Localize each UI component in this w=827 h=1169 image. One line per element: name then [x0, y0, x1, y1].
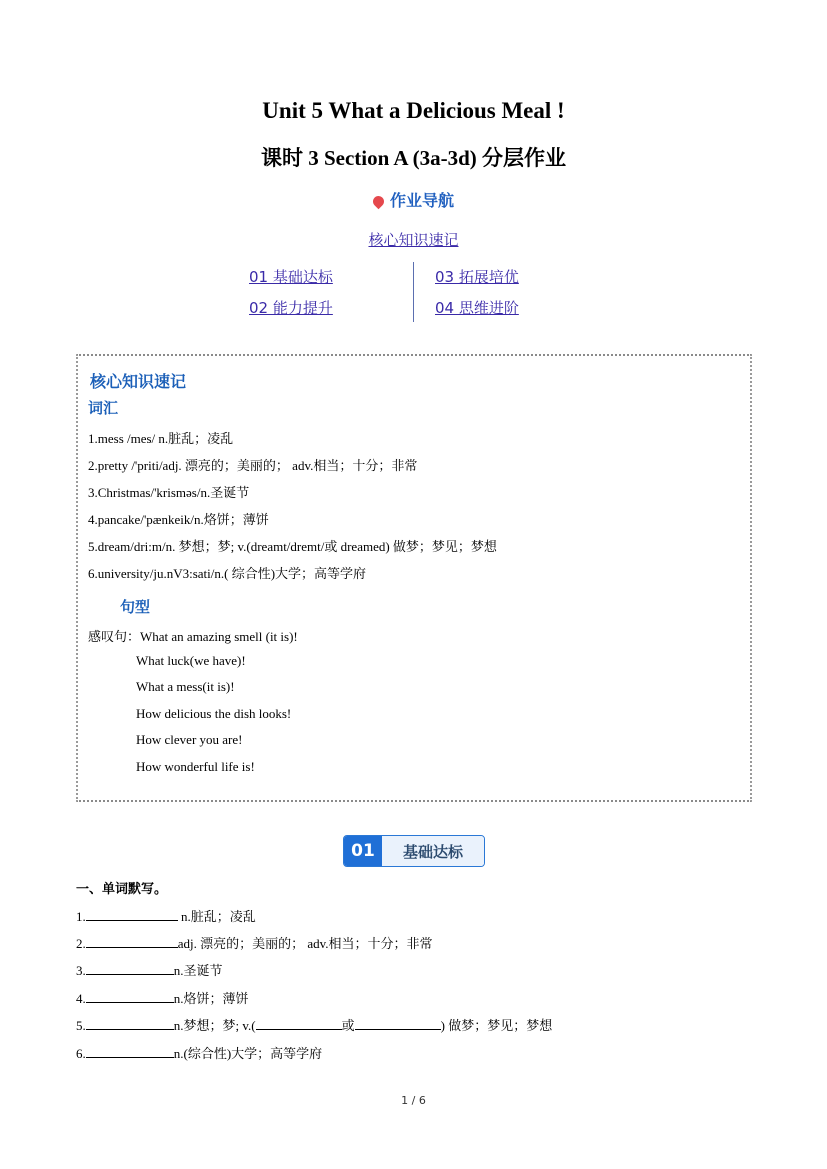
exercise-hint-tail: ) 做梦；梦见；梦想 [440, 1018, 553, 1033]
pattern-item: What a mess(it is)! [136, 679, 235, 694]
homework-nav-label: 作业导航 [389, 191, 454, 210]
location-pin-icon [371, 194, 387, 210]
exercise-hint-or: 或 [341, 1018, 355, 1033]
section-badge-label: 基础达标 [382, 836, 484, 866]
nav-divider [413, 262, 414, 322]
page-subtitle: 课时 3 Section A (3a-3d) 分层作业 [260, 146, 567, 170]
answer-blank[interactable] [355, 1017, 441, 1030]
pattern-heading: 句型 [120, 598, 151, 616]
section-badge-number: 01 [344, 836, 382, 866]
exercise-number: 6. [76, 1046, 86, 1061]
exercise-hint: adj. 漂亮的；美丽的； adv.相当；十分；非常 [177, 936, 433, 951]
exercise-number: 1. [76, 909, 86, 924]
nav-link-02[interactable]: 02 能力提升 [249, 299, 333, 317]
exercise-item [76, 988, 249, 1007]
section-01-badge [343, 835, 485, 867]
exercise-hint: n.烙饼；薄饼 [173, 991, 249, 1006]
vocab-item: 5.dream/dri:m/n. 梦想；梦; v.(dreamt/dremt/或 dreamed) 做梦；梦见；梦想 [88, 539, 497, 554]
core-knowledge-heading: 核心知识速记 [90, 372, 187, 391]
answer-blank[interactable] [86, 1017, 174, 1030]
vocab-item: 4.pancake/'pænkeik/n.烙饼；薄饼 [88, 512, 269, 527]
exercise-number: 5. [76, 1018, 86, 1033]
exercise-number: 4. [76, 991, 86, 1006]
pattern-item: What luck(we have)! [136, 653, 246, 668]
vocab-item: 1.mess /mes/ n.脏乱；凌乱 [88, 431, 234, 446]
answer-blank[interactable] [86, 1045, 174, 1058]
answer-blank[interactable] [86, 962, 174, 975]
exercise-number: 2. [76, 936, 86, 951]
vocab-item: 6.university/ju.nV3:sati/n.( 综合性)大学；高等学府 [88, 566, 367, 581]
pattern-intro: 感叹句：What an amazing smell (it is)! [88, 629, 298, 644]
exercise-hint: n.梦想；梦; v.( [173, 1018, 256, 1033]
page-number: 1 / 6 [401, 1094, 426, 1107]
exercise-item [76, 906, 256, 925]
vocab-item: 3.Christmas/'krisməs/n.圣诞节 [88, 485, 250, 500]
exercise-number: 3. [76, 963, 86, 978]
answer-blank[interactable] [256, 1017, 342, 1030]
vocab-item: 2.pretty /'priti/adj. 漂亮的；美丽的； adv.相当；十分；非常 [88, 458, 418, 473]
pattern-item: How clever you are! [136, 732, 243, 747]
answer-blank[interactable] [86, 908, 178, 921]
exercise-hint: n.圣诞节 [173, 963, 223, 978]
pattern-item: How delicious the dish looks! [136, 706, 292, 721]
nav-link-01[interactable]: 01 基础达标 [249, 268, 333, 286]
exercise-hint: n.(综合性)大学；高等学府 [173, 1046, 323, 1061]
exercise-item [76, 933, 433, 952]
pattern-item: How wonderful life is! [136, 759, 255, 774]
exercise-item [76, 1043, 322, 1062]
exercise-item [76, 1015, 552, 1034]
page-title: Unit 5 What a Delicious Meal ! [262, 98, 565, 123]
exercise-item [76, 960, 223, 979]
nav-link-core-knowledge[interactable] [0, 229, 827, 250]
answer-blank[interactable] [86, 935, 178, 948]
vocab-heading: 词汇 [88, 399, 119, 417]
nav-link-03[interactable]: 03 拓展培优 [435, 268, 519, 286]
homework-nav-heading [0, 188, 827, 211]
exercise-hint: n.脏乱；凌乱 [181, 909, 256, 924]
question-title: 一、单词默写。 [76, 882, 168, 897]
answer-blank[interactable] [86, 990, 174, 1003]
nav-link-core-knowledge-label: 核心知识速记 [368, 231, 459, 249]
nav-link-04[interactable]: 04 思维进阶 [435, 299, 519, 317]
